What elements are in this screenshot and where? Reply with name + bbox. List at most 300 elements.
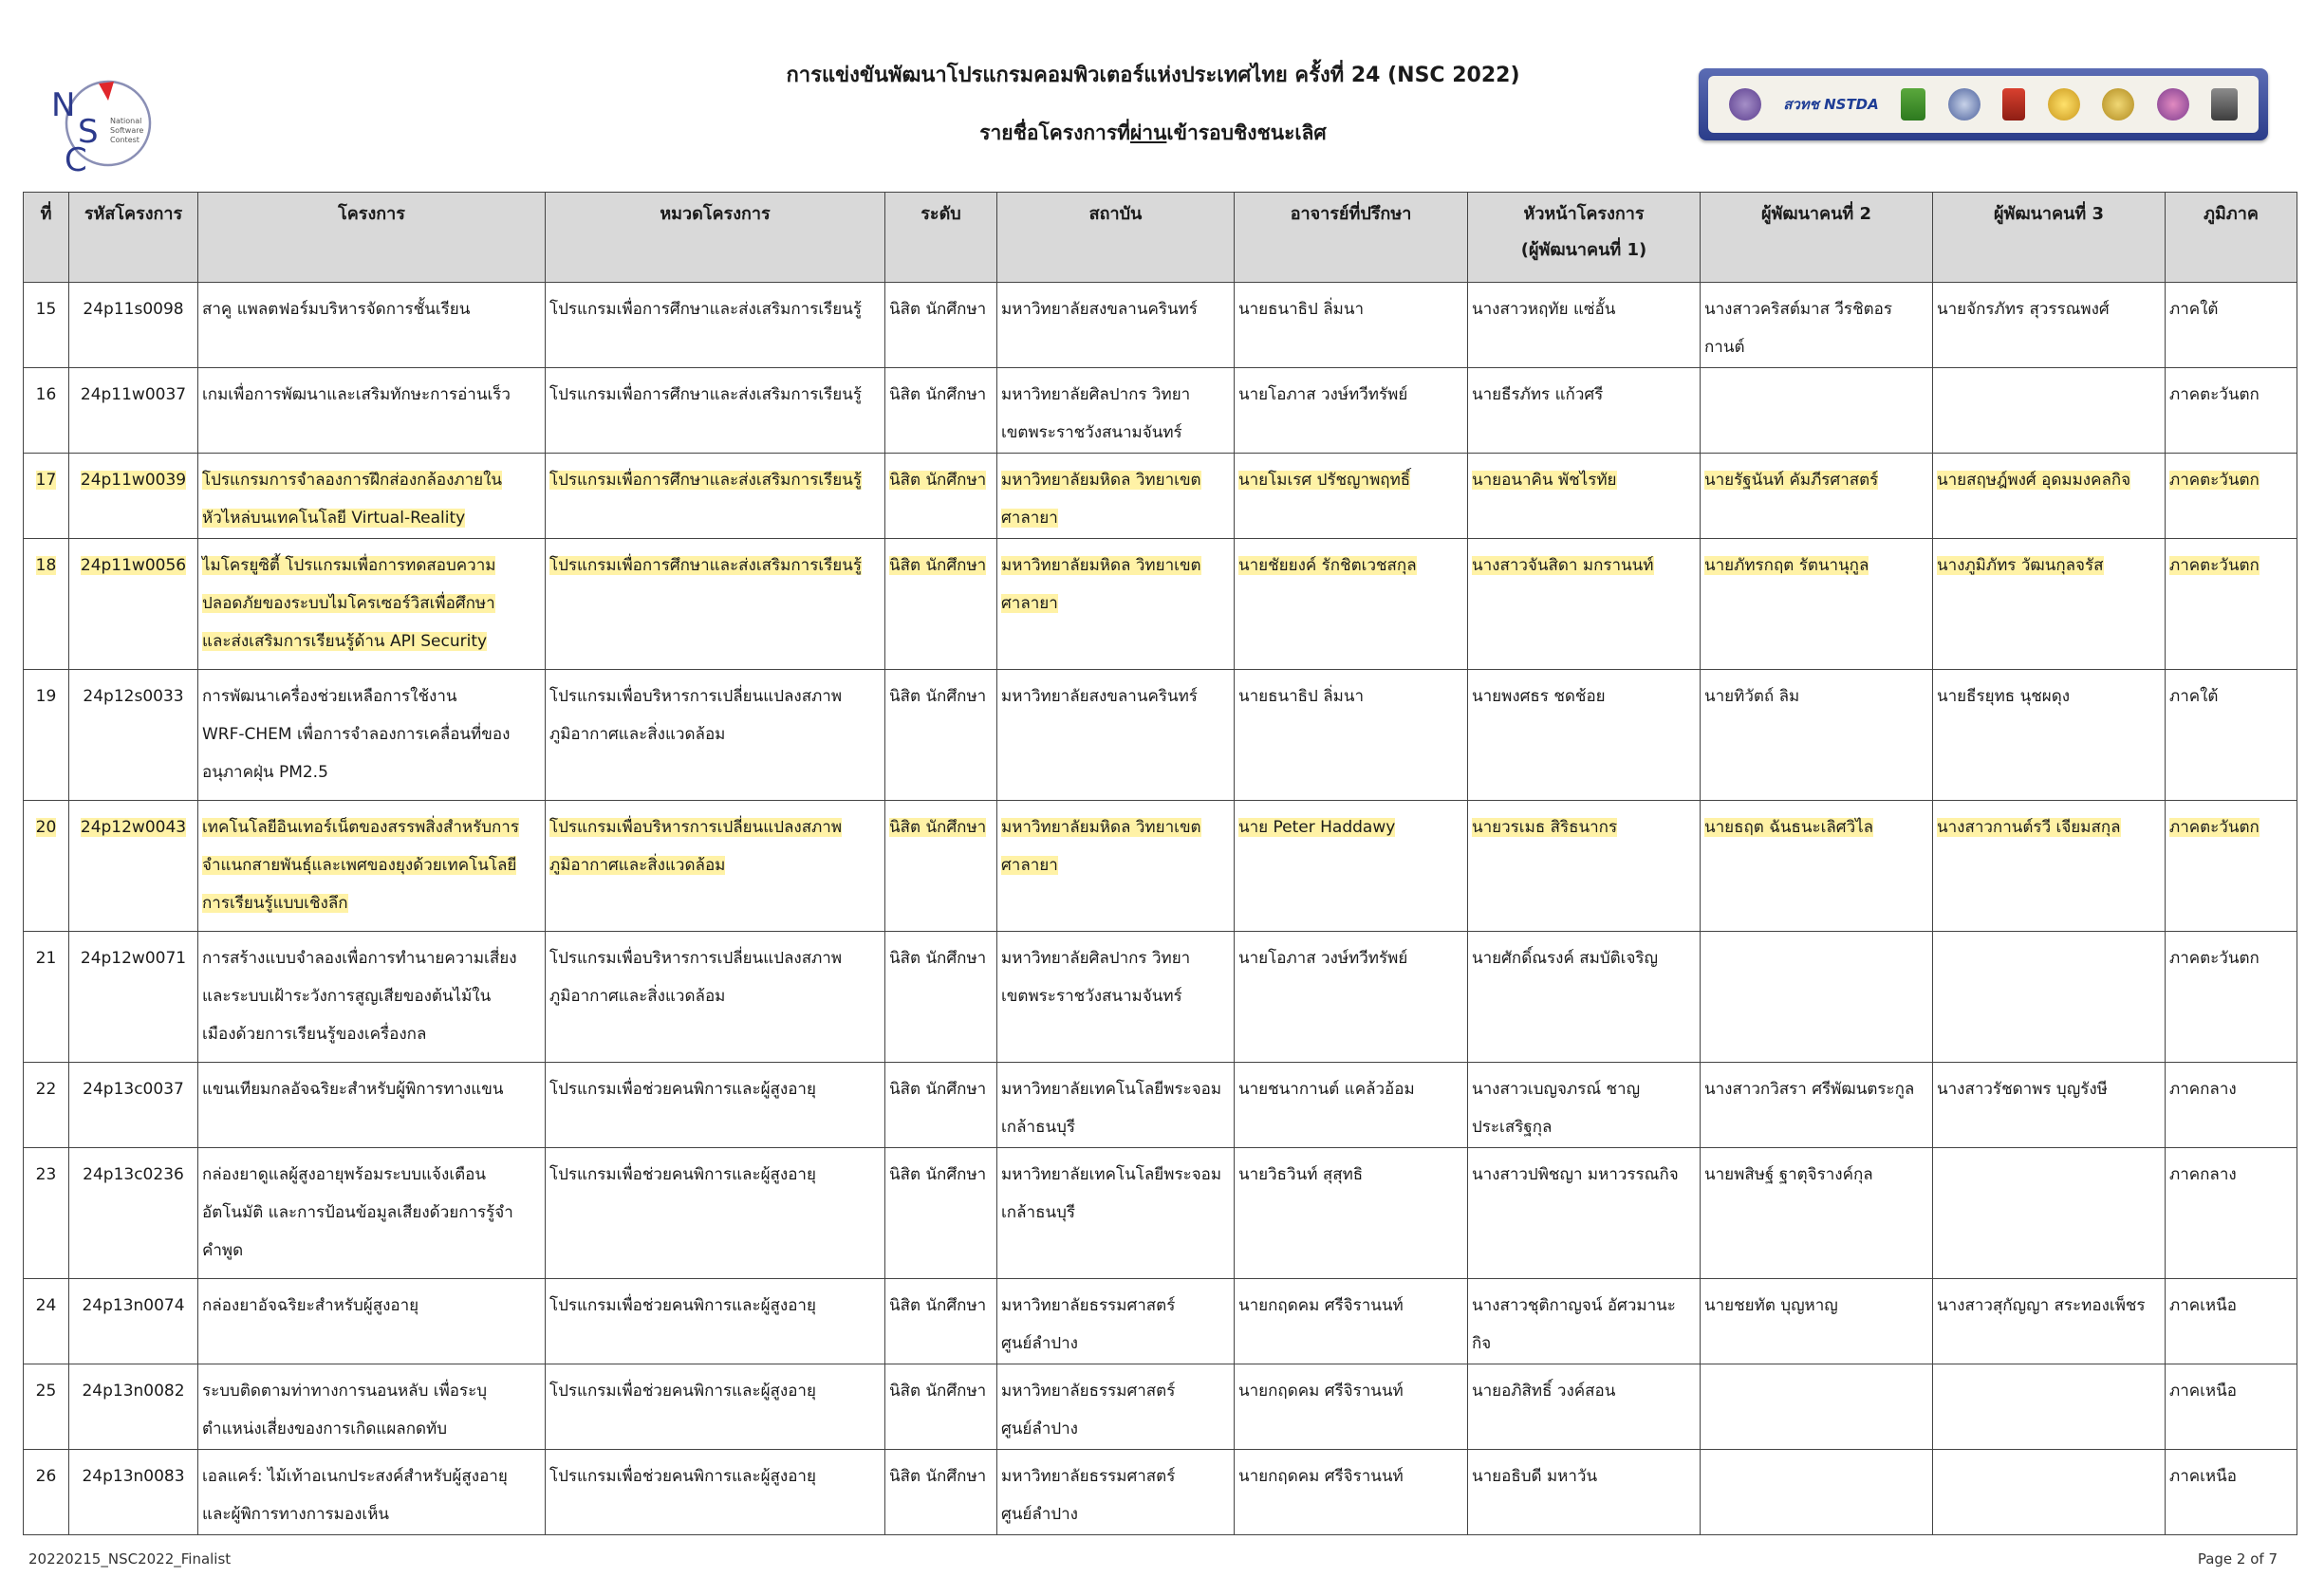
cell-advisor xyxy=(1235,670,1468,801)
cell-level xyxy=(885,670,997,801)
cell-leader-text: นายธีรภัทร แก้วศรี xyxy=(1472,385,1604,404)
cell-level xyxy=(885,454,997,539)
cell-dev3 xyxy=(1933,1450,2166,1535)
cell-region-text: ภาคตะวันตก xyxy=(2169,471,2260,490)
cell-category-text: โปรแกรมเพื่อการศึกษาและส่งเสริมการเรียนรู้ xyxy=(549,385,863,404)
cell-dev2 xyxy=(1701,1450,1933,1535)
cell-category-text: โปรแกรมเพื่อช่วยคนพิการและผู้สูงอายุ xyxy=(549,1296,816,1315)
cell-project-text: การสร้างแบบจำลองเพื่อการทำนายความเสี่ยง และระบบเฝ้าระวังการสูญเสียของต้นไม้ใน เมืองด้วยการเรียนรู้ของเครื่องกล xyxy=(202,949,517,1044)
cell-region xyxy=(2166,1279,2297,1364)
cell-category-text: โปรแกรมเพื่อช่วยคนพิการและผู้สูงอายุ xyxy=(549,1467,816,1486)
cell-no-text: 15 xyxy=(35,300,57,319)
cell-institute xyxy=(997,454,1235,539)
cell-advisor xyxy=(1235,368,1468,454)
page-title: การแข่งขันพัฒนาโปรแกรมคอมพิวเตอร์แห่งประเทศไทย ครั้งที่ 24 (NSC 2022) xyxy=(786,64,1520,87)
table-row xyxy=(24,454,2297,539)
cell-advisor-text: นายกฤดคม ศรีจิรานนท์ xyxy=(1238,1467,1404,1486)
svg-text:S: S xyxy=(78,113,99,151)
cell-institute-text: มหาวิทยาลัยธรรมศาสตร์ ศูนย์ลำปาง xyxy=(1001,1296,1176,1353)
cell-leader xyxy=(1468,368,1701,454)
cell-dev3-text: นายสฤษฎ์พงศ์ อุดมมงคลกิจ xyxy=(1937,471,2131,490)
col-header-leader: หัวหน้าโครงการ (ผู้พัฒนาคนที่ 1) xyxy=(1468,193,1701,283)
cell-level xyxy=(885,1364,997,1450)
cell-dev3 xyxy=(1933,283,2166,368)
temple-emblem-icon xyxy=(2211,88,2238,121)
cell-project xyxy=(198,454,546,539)
cell-no-text: 26 xyxy=(35,1467,57,1486)
cell-advisor-text: นายวิธวินท์ สุสุทธิ xyxy=(1238,1165,1364,1184)
cell-dev3 xyxy=(1933,368,2166,454)
page-subtitle: รายชื่อโครงการที่ผ่านเข้ารอบชิงชนะเลิศ xyxy=(979,121,1327,144)
cell-dev2 xyxy=(1701,368,1933,454)
cell-dev3 xyxy=(1933,1364,2166,1450)
cell-category xyxy=(546,932,885,1063)
cell-level-text: นิสิต นักศึกษา xyxy=(889,556,987,575)
cell-no-text: 17 xyxy=(35,471,57,490)
cell-region xyxy=(2166,283,2297,368)
cell-category xyxy=(546,539,885,670)
cell-region-text: ภาคกลาง xyxy=(2169,1165,2237,1184)
cell-institute xyxy=(997,1148,1235,1279)
cell-code-text: 24p11s0098 xyxy=(83,300,184,319)
tri-circle-emblem-icon xyxy=(2157,88,2189,121)
cell-advisor xyxy=(1235,539,1468,670)
cell-institute-text: มหาวิทยาลัยเทคโนโลยีพระจอม เกล้าธนบุรี xyxy=(1001,1080,1222,1137)
cell-dev2 xyxy=(1701,1364,1933,1450)
table-row xyxy=(24,1279,2297,1364)
cell-leader-text: นายอภิสิทธิ์ วงค์สอน xyxy=(1472,1382,1616,1401)
cell-leader xyxy=(1468,801,1701,932)
table-row xyxy=(24,801,2297,932)
cell-region xyxy=(2166,368,2297,454)
cell-no-text: 22 xyxy=(35,1080,57,1099)
cell-code xyxy=(69,801,198,932)
cell-advisor xyxy=(1235,801,1468,932)
table-row xyxy=(24,1063,2297,1148)
cell-advisor-text: นายธนาธิป ลิ่มนา xyxy=(1238,300,1365,319)
yellow-seal-icon xyxy=(2102,88,2134,121)
cell-no-text: 19 xyxy=(35,687,57,706)
cell-dev3-text: นายจักรภัทร สุวรรณพงศ์ xyxy=(1937,300,2110,319)
cell-dev2 xyxy=(1701,1148,1933,1279)
cell-category-text: โปรแกรมเพื่อช่วยคนพิการและผู้สูงอายุ xyxy=(549,1080,816,1099)
cell-dev2 xyxy=(1701,283,1933,368)
table-row xyxy=(24,932,2297,1063)
cell-leader-text: นายวรเมธ สิริธนากร xyxy=(1472,818,1618,837)
cell-level-text: นิสิต นักศึกษา xyxy=(889,300,987,319)
cell-dev2 xyxy=(1701,932,1933,1063)
cell-category-text: โปรแกรมเพื่อบริหารการเปลี่ยนแปลงสภาพ ภูมิอากาศและสิ่งแวดล้อม xyxy=(549,687,843,744)
table-row xyxy=(24,539,2297,670)
cell-advisor xyxy=(1235,932,1468,1063)
cell-project-text: แขนเทียมกลอัจฉริยะสำหรับผู้พิการทางแขน xyxy=(202,1080,504,1099)
cell-project-text: การพัฒนาเครื่องช่วยเหลือการใช้งาน WRF-CHEM เพื่อการจำลองการเคลื่อนที่ของ อนุภาคฝุ่น PM2.5 xyxy=(202,687,511,782)
cell-dev3 xyxy=(1933,1279,2166,1364)
cell-region xyxy=(2166,670,2297,801)
cell-institute xyxy=(997,539,1235,670)
cell-no xyxy=(24,368,69,454)
cell-dev2-text: นายพสิษฐ์ ฐาตุจิรางค์กุล xyxy=(1704,1165,1873,1184)
cell-region-text: ภาคตะวันตก xyxy=(2169,385,2260,404)
nstda-logo: สวทช NSTDA xyxy=(1783,96,1879,113)
cell-leader xyxy=(1468,1364,1701,1450)
cell-project-text: สาคู แพลตฟอร์มบริหารจัดการชั้นเรียน xyxy=(202,300,471,319)
cell-code-text: 24p13n0082 xyxy=(82,1382,185,1401)
cell-project xyxy=(198,1063,546,1148)
cell-category-text: โปรแกรมเพื่อบริหารการเปลี่ยนแปลงสภาพ ภูมิอากาศและสิ่งแวดล้อม xyxy=(549,949,843,1006)
cell-category-text: โปรแกรมเพื่อการศึกษาและส่งเสริมการเรียนรู้ xyxy=(549,556,863,575)
cell-region-text: ภาคใต้ xyxy=(2169,300,2219,319)
cell-level xyxy=(885,1148,997,1279)
cell-project xyxy=(198,283,546,368)
table-row xyxy=(24,1364,2297,1450)
cell-category-text: โปรแกรมเพื่อการศึกษาและส่งเสริมการเรียนรู้ xyxy=(549,300,863,319)
cell-no xyxy=(24,801,69,932)
cell-code-text: 24p12w0043 xyxy=(80,818,187,837)
cell-code xyxy=(69,1148,198,1279)
ministry-seal-icon xyxy=(1729,88,1761,121)
cell-no xyxy=(24,454,69,539)
cell-category xyxy=(546,454,885,539)
cell-dev3 xyxy=(1933,1148,2166,1279)
cell-leader-text: นายอนาคิน พัชไรทัย xyxy=(1472,471,1617,490)
cell-no xyxy=(24,539,69,670)
svg-text:National: National xyxy=(110,117,142,125)
cell-code-text: 24p11w0039 xyxy=(80,471,187,490)
cell-leader xyxy=(1468,1063,1701,1148)
cell-project-text: เอลแคร์: ไม้เท้าอเนกประสงค์สำหรับผู้สูงอายุ และผู้พิการทางการมองเห็น xyxy=(202,1467,508,1524)
cell-code-text: 24p13n0074 xyxy=(82,1296,185,1315)
cell-leader-text: นางสาวหฤทัย แซ่อั้น xyxy=(1472,300,1616,319)
gold-emblem-icon xyxy=(2048,88,2080,121)
cell-no xyxy=(24,1364,69,1450)
col-header-region: ภูมิภาค xyxy=(2166,193,2297,283)
cell-institute-text: มหาวิทยาลัยเทคโนโลยีพระจอม เกล้าธนบุรี xyxy=(1001,1165,1222,1222)
cell-region xyxy=(2166,1364,2297,1450)
cell-dev2-text: นางสาวคริสต์มาส วีรชิตอร กานต์ xyxy=(1704,300,1892,357)
cell-level-text: นิสิต นักศึกษา xyxy=(889,471,987,490)
cell-region-text: ภาคเหนือ xyxy=(2169,1296,2237,1315)
cell-code-text: 24p12w0071 xyxy=(80,949,187,968)
cell-no-text: 16 xyxy=(35,385,57,404)
cell-institute-text: มหาวิทยาลัยมหิดล วิทยาเขต ศาลายา xyxy=(1001,556,1201,613)
cell-leader xyxy=(1468,670,1701,801)
cell-project xyxy=(198,1279,546,1364)
cell-region xyxy=(2166,1063,2297,1148)
cell-advisor-text: นายโอภาส วงษ์ทวีทรัพย์ xyxy=(1238,385,1408,404)
cell-leader-text: นางสาวเบญจภรณ์ ชาญ ประเสริฐกุล xyxy=(1472,1080,1641,1137)
cell-dev3 xyxy=(1933,539,2166,670)
cell-code-text: 24p11w0037 xyxy=(80,385,187,404)
cell-region-text: ภาคกลาง xyxy=(2169,1080,2237,1099)
col-header-institute: สถาบัน xyxy=(997,193,1235,283)
cell-no xyxy=(24,1148,69,1279)
nsc-logo xyxy=(42,68,165,182)
cell-code xyxy=(69,670,198,801)
table-header-row xyxy=(24,193,2297,283)
cell-dev2 xyxy=(1701,1279,1933,1364)
cell-dev2 xyxy=(1701,539,1933,670)
cell-institute-text: มหาวิทยาลัยสงขลานครินทร์ xyxy=(1001,300,1198,319)
cell-region-text: ภาคเหนือ xyxy=(2169,1382,2237,1401)
cell-code-text: 24p11w0056 xyxy=(80,556,187,575)
cell-code xyxy=(69,368,198,454)
cell-leader xyxy=(1468,1148,1701,1279)
cell-institute xyxy=(997,1364,1235,1450)
cell-category-text: โปรแกรมเพื่อช่วยคนพิการและผู้สูงอายุ xyxy=(549,1165,816,1184)
cell-dev2-text: นายรัฐนันท์ คัมภีรศาสตร์ xyxy=(1704,471,1879,490)
cell-dev3 xyxy=(1933,1063,2166,1148)
cell-leader xyxy=(1468,1450,1701,1535)
cell-project xyxy=(198,932,546,1063)
table-row xyxy=(24,1450,2297,1535)
cell-leader-text: นายศักดิ์ณรงค์ สมบัติเจริญ xyxy=(1472,949,1659,968)
cell-no xyxy=(24,283,69,368)
cell-dev3 xyxy=(1933,670,2166,801)
cell-project-text: ระบบติดตามท่าทางการนอนหลับ เพื่อระบุ ตำแหน่งเสี่ยงของการเกิดแผลกดทับ xyxy=(202,1382,488,1438)
cell-code-text: 24p13c0236 xyxy=(83,1165,184,1184)
cell-no-text: 18 xyxy=(35,556,57,575)
cell-advisor xyxy=(1235,1063,1468,1148)
cell-category xyxy=(546,1364,885,1450)
cell-advisor xyxy=(1235,1364,1468,1450)
cell-code xyxy=(69,1063,198,1148)
cell-institute xyxy=(997,670,1235,801)
table-body xyxy=(24,283,2297,1535)
cell-category xyxy=(546,1063,885,1148)
cell-category xyxy=(546,1450,885,1535)
cell-dev3-text: นายธีรยุทธ นุชผดุง xyxy=(1937,687,2071,706)
cell-institute-text: มหาวิทยาลัยมหิดล วิทยาเขต ศาลายา xyxy=(1001,818,1201,875)
cell-advisor xyxy=(1235,1148,1468,1279)
cell-dev3 xyxy=(1933,454,2166,539)
cell-leader xyxy=(1468,539,1701,670)
cell-project-text: กล่องยาอัจฉริยะสำหรับผู้สูงอายุ xyxy=(202,1296,419,1315)
cell-leader-text: นางสาวชุติกาญจน์ อัศวมานะ กิจ xyxy=(1472,1296,1676,1353)
svg-text:C: C xyxy=(65,141,87,179)
cell-dev2-text: นายทิวัตถ์ ลิม xyxy=(1704,687,1800,706)
cell-region-text: ภาคใต้ xyxy=(2169,687,2219,706)
title-block xyxy=(569,61,1737,148)
cell-project xyxy=(198,801,546,932)
cell-no xyxy=(24,670,69,801)
cell-advisor-text: นายธนาธิป ลิ่มนา xyxy=(1238,687,1365,706)
cell-institute-text: มหาวิทยาลัยมหิดล วิทยาเขต ศาลายา xyxy=(1001,471,1201,528)
table-row xyxy=(24,670,2297,801)
cell-no xyxy=(24,1063,69,1148)
finalist-table xyxy=(23,192,2297,1535)
cell-institute-text: มหาวิทยาลัยสงขลานครินทร์ xyxy=(1001,687,1198,706)
svg-text:Software: Software xyxy=(110,126,144,135)
svg-text:N: N xyxy=(51,86,76,124)
cell-advisor xyxy=(1235,1279,1468,1364)
cell-project xyxy=(198,1450,546,1535)
cell-category-text: โปรแกรมเพื่อช่วยคนพิการและผู้สูงอายุ xyxy=(549,1382,816,1401)
cell-dev3-text: นางภูมิภัทร วัฒนกุลจรัส xyxy=(1937,556,2104,575)
cell-level-text: นิสิต นักศึกษา xyxy=(889,385,987,404)
cell-no xyxy=(24,932,69,1063)
cell-region-text: ภาคตะวันตก xyxy=(2169,818,2260,837)
cell-institute xyxy=(997,1063,1235,1148)
table-row xyxy=(24,1148,2297,1279)
cell-project-text: โปรแกรมการจำลองการฝึกส่องกล้องภายใน หัวไหล่บนเทคโนโลยี Virtual-Reality xyxy=(202,471,503,528)
cell-no-text: 20 xyxy=(35,818,57,837)
cell-region-text: ภาคตะวันตก xyxy=(2169,949,2260,968)
cell-level-text: นิสิต นักศึกษา xyxy=(889,1080,987,1099)
document-filename: 20220215_NSC2022_Finalist xyxy=(28,1550,232,1568)
cell-category xyxy=(546,670,885,801)
cell-level-text: นิสิต นักศึกษา xyxy=(889,1382,987,1401)
cell-leader xyxy=(1468,932,1701,1063)
cell-project-text: กล่องยาดูแลผู้สูงอายุพร้อมระบบแจ้งเตือน อัตโนมัติ และการป้อนข้อมูลเสียงด้วยการรู้จำ คำพูด xyxy=(202,1165,513,1260)
page-number: Page 2 of 7 xyxy=(2197,1550,2278,1568)
cell-level xyxy=(885,1450,997,1535)
cell-institute-text: มหาวิทยาลัยธรรมศาสตร์ ศูนย์ลำปาง xyxy=(1001,1382,1176,1438)
col-header-level: ระดับ xyxy=(885,193,997,283)
cell-project xyxy=(198,1364,546,1450)
cell-no-text: 24 xyxy=(35,1296,57,1315)
cell-level-text: นิสิต นักศึกษา xyxy=(889,818,987,837)
cell-no-text: 23 xyxy=(35,1165,57,1184)
cell-leader xyxy=(1468,283,1701,368)
cell-dev2-text: นายภัทรกฤต รัตนานุกูล xyxy=(1704,556,1869,575)
cell-institute-text: มหาวิทยาลัยศิลปากร วิทยา เขตพระราชวังสนามจันทร์ xyxy=(1001,385,1191,442)
cell-dev3-text: นางสาวรัชดาพร บุญรังษี xyxy=(1937,1080,2108,1099)
cell-institute-text: มหาวิทยาลัยศิลปากร วิทยา เขตพระราชวังสนามจันทร์ xyxy=(1001,949,1191,1006)
cell-advisor-text: นายกฤดคม ศรีจิรานนท์ xyxy=(1238,1296,1404,1315)
table-row xyxy=(24,368,2297,454)
cell-category-text: โปรแกรมเพื่อบริหารการเปลี่ยนแปลงสภาพ ภูมิอากาศและสิ่งแวดล้อม xyxy=(549,818,843,875)
cell-level xyxy=(885,932,997,1063)
cell-institute xyxy=(997,368,1235,454)
cell-dev3-text: นางสาวสุกัญญา สระทองเพ็ชร xyxy=(1937,1296,2146,1315)
cell-advisor xyxy=(1235,454,1468,539)
col-header-code: รหัสโครงการ xyxy=(69,193,198,283)
cell-no-text: 21 xyxy=(35,949,57,968)
green-emblem-icon xyxy=(1901,88,1925,121)
cell-dev2 xyxy=(1701,801,1933,932)
cell-project xyxy=(198,368,546,454)
col-header-dev2: ผู้พัฒนาคนที่ 2 xyxy=(1701,193,1933,283)
cell-region xyxy=(2166,539,2297,670)
cell-dev3 xyxy=(1933,801,2166,932)
cell-level xyxy=(885,283,997,368)
cell-institute-text: มหาวิทยาลัยธรรมศาสตร์ ศูนย์ลำปาง xyxy=(1001,1467,1176,1524)
cell-level xyxy=(885,539,997,670)
cell-project xyxy=(198,1148,546,1279)
cell-level-text: นิสิต นักศึกษา xyxy=(889,1467,987,1486)
cell-advisor xyxy=(1235,1450,1468,1535)
cell-region xyxy=(2166,801,2297,932)
cell-region xyxy=(2166,932,2297,1063)
cell-category xyxy=(546,283,885,368)
cell-no xyxy=(24,1279,69,1364)
cell-dev2 xyxy=(1701,670,1933,801)
cell-advisor-text: นายชนากานต์ แคล้วอ้อม xyxy=(1238,1080,1415,1099)
cell-dev2 xyxy=(1701,454,1933,539)
red-temple-emblem-icon xyxy=(2002,88,2025,121)
cell-leader-text: นายพงศธร ชดช้อย xyxy=(1472,687,1606,706)
cell-dev2 xyxy=(1701,1063,1933,1148)
cell-level-text: นิสิต นักศึกษา xyxy=(889,687,987,706)
cell-level xyxy=(885,1279,997,1364)
cell-leader xyxy=(1468,1279,1701,1364)
cell-code-text: 24p13n0083 xyxy=(82,1467,185,1486)
cell-project-text: ไมโครยูซิตี้ โปรแกรมเพื่อการทดสอบความ ปลอดภัยของระบบไมโครเซอร์วิสเพื่อศึกษา และส่งเสริมการเรียนรู้ด้าน API Security xyxy=(202,556,496,651)
cell-dev2-text: นายชยทัต บุญหาญ xyxy=(1704,1296,1838,1315)
cell-category xyxy=(546,368,885,454)
cell-institute xyxy=(997,801,1235,932)
col-header-advisor: อาจารย์ที่ปรึกษา xyxy=(1235,193,1468,283)
cell-level-text: นิสิต นักศึกษา xyxy=(889,1296,987,1315)
cell-code xyxy=(69,283,198,368)
cell-leader xyxy=(1468,454,1701,539)
cell-advisor xyxy=(1235,283,1468,368)
blue-gear-emblem-icon xyxy=(1948,88,1981,121)
cell-leader-text: นางสาวปพิชญา มหาวรรณกิจ xyxy=(1472,1165,1679,1184)
cell-code xyxy=(69,1279,198,1364)
col-header-project: โครงการ xyxy=(198,193,546,283)
cell-dev2-text: นายธฤต ฉันธนะเลิศวิไล xyxy=(1704,818,1874,837)
cell-code xyxy=(69,539,198,670)
cell-category xyxy=(546,1279,885,1364)
cell-institute xyxy=(997,932,1235,1063)
cell-advisor-text: นายโอภาส วงษ์ทวีทรัพย์ xyxy=(1238,949,1408,968)
cell-region-text: ภาคตะวันตก xyxy=(2169,556,2260,575)
cell-advisor-text: นายชัยยงค์ รักชิตเวชสกุล xyxy=(1238,556,1417,575)
cell-project-text: เทคโนโลยีอินเทอร์เน็ตของสรรพสิ่งสำหรับการ จำแนกสายพันธุ์และเพศของยุงด้วยเทคโนโลยี การเรียนรู้แบบเชิงลึก xyxy=(202,818,519,913)
cell-level xyxy=(885,368,997,454)
cell-dev3 xyxy=(1933,932,2166,1063)
cell-category xyxy=(546,801,885,932)
cell-institute xyxy=(997,283,1235,368)
col-header-category: หมวดโครงการ xyxy=(546,193,885,283)
col-header-dev3: ผู้พัฒนาคนที่ 3 xyxy=(1933,193,2166,283)
cell-region xyxy=(2166,1450,2297,1535)
cell-dev3-text: นางสาวกานต์รวี เจียมสกุล xyxy=(1937,818,2121,837)
cell-dev2-text: นางสาวกวิสรา ศรีพัฒนตระกูล xyxy=(1704,1080,1915,1099)
cell-institute xyxy=(997,1450,1235,1535)
cell-project xyxy=(198,670,546,801)
partner-logos-banner xyxy=(1699,68,2268,140)
cell-leader-text: นางสาวจันสิดา มกรานนท์ xyxy=(1472,556,1654,575)
cell-region-text: ภาคเหนือ xyxy=(2169,1467,2237,1486)
cell-code xyxy=(69,1450,198,1535)
cell-leader-text: นายอธิบดี มหาวัน xyxy=(1472,1467,1598,1486)
cell-category-text: โปรแกรมเพื่อการศึกษาและส่งเสริมการเรียนรู้ xyxy=(549,471,863,490)
cell-advisor-text: นายโมเรศ ปรัชญาพฤทธิ์ xyxy=(1238,471,1411,490)
svg-text:Contest: Contest xyxy=(110,136,139,144)
cell-project xyxy=(198,539,546,670)
cell-level xyxy=(885,801,997,932)
cell-institute xyxy=(997,1279,1235,1364)
cell-no-text: 25 xyxy=(35,1382,57,1401)
cell-code-text: 24p12s0033 xyxy=(83,687,184,706)
cell-region xyxy=(2166,1148,2297,1279)
cell-code xyxy=(69,454,198,539)
cell-code xyxy=(69,1364,198,1450)
cell-level-text: นิสิต นักศึกษา xyxy=(889,1165,987,1184)
cell-region xyxy=(2166,454,2297,539)
cell-no xyxy=(24,1450,69,1535)
col-header-no: ที่ xyxy=(24,193,69,283)
table-row xyxy=(24,283,2297,368)
cell-advisor-text: นายกฤดคม ศรีจิรานนท์ xyxy=(1238,1382,1404,1401)
cell-code-text: 24p13c0037 xyxy=(83,1080,184,1099)
cell-advisor-text: นาย Peter Haddawy xyxy=(1238,818,1396,837)
cell-category xyxy=(546,1148,885,1279)
cell-code xyxy=(69,932,198,1063)
